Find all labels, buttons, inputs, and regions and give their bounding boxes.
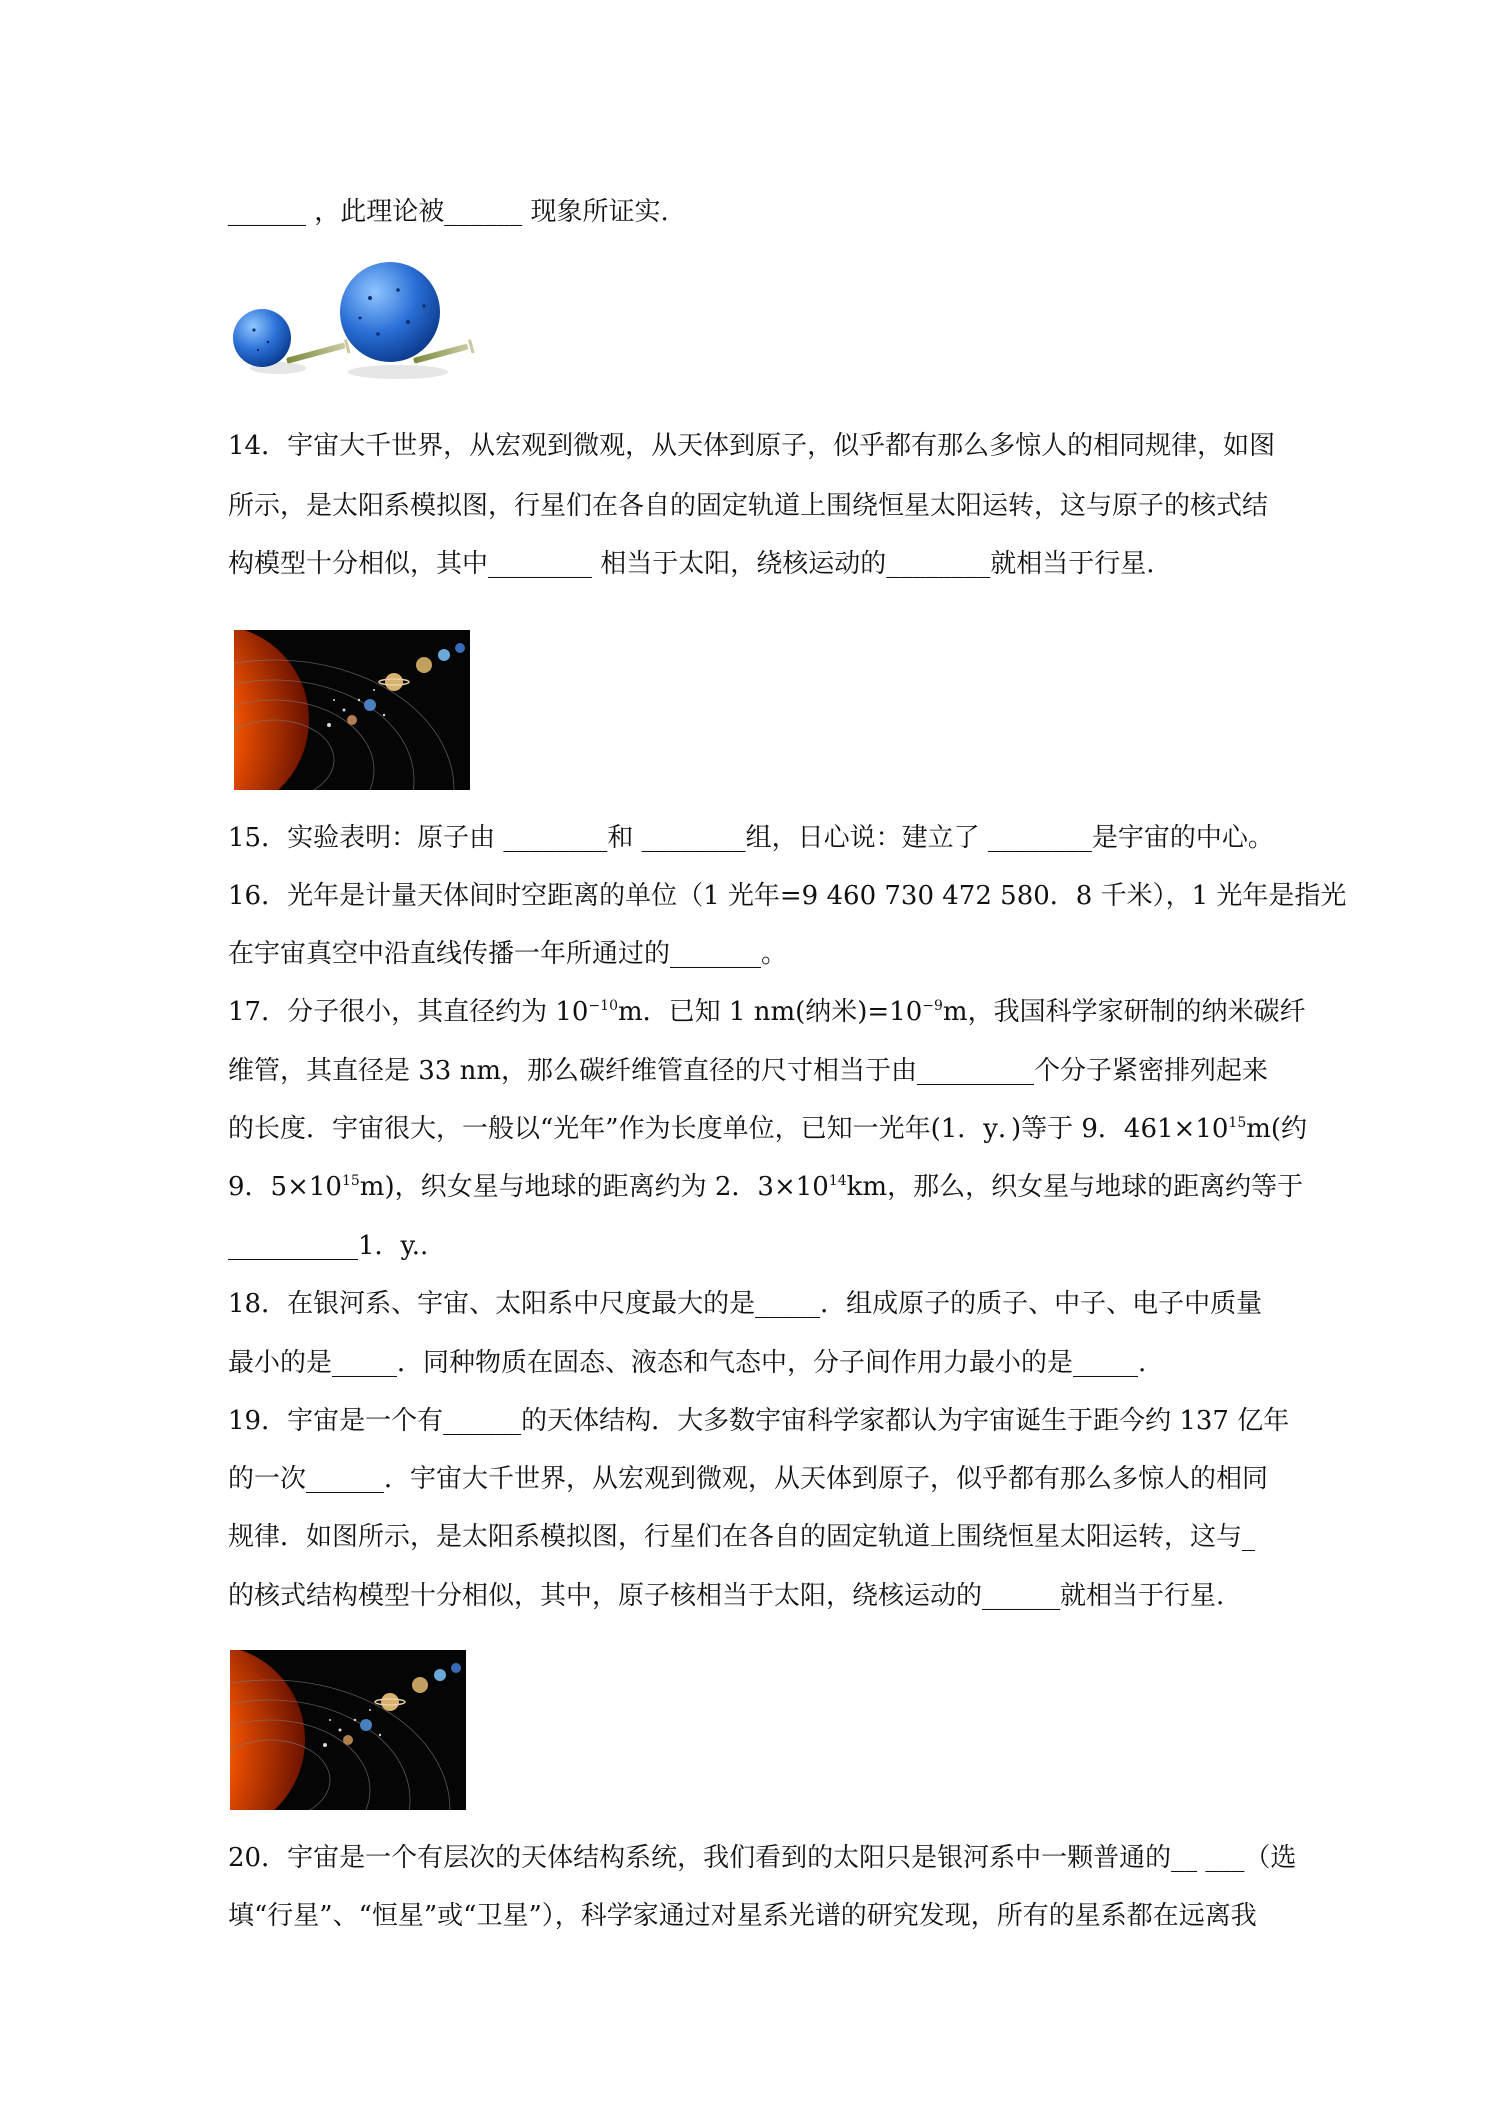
q14-line-3: 构模型十分相似，其中________ 相当于太阳，绕核运动的________就相当于行星. [228, 549, 1155, 579]
q19-line-1: 19．宇宙是一个有______的天体结构．大多数宇宙科学家都认为宇宙诞生于距今约 137 亿年 [228, 1406, 1290, 1436]
q17-line-5: __________1．y.. [228, 1231, 429, 1261]
q20-line-1: 20．宇宙是一个有层次的天体结构系统，我们看到的太阳只是银河系中一颗普通的__ ___（选 [228, 1843, 1297, 1873]
q16-line-1: 16．光年是计量天体间时空距离的单位（1 光年=9 460 730 472 580．8 千米），1 光年是指光 [228, 881, 1347, 911]
q20-line-2: 填“行星”、“恒星”或“卫星”），科学家通过对星系光谱的研究发现，所有的星系都在远离我 [228, 1901, 1257, 1931]
q19-line-3: 规律．如图所示，是太阳系模拟图，行星们在各自的固定轨道上围绕恒星太阳运转，这与_ [228, 1522, 1256, 1552]
q17-line-2: 维管，其直径是 33 nm，那么碳纤维管直径的尺寸相当于由_________个分子紧密排列起来 [228, 1056, 1269, 1086]
solar-system-image [230, 1650, 466, 1810]
q17-line-1: 17．分子很小，其直径约为 $10^{-10}m$．已知 1 nm(纳米)$=10^{-9}m$，我国科学家研制的纳米碳纤 [228, 997, 1306, 1027]
q18-line-2: 最小的是_____．同种物质在固态、液态和气态中，分子间作用力最小的是_____. [228, 1348, 1147, 1378]
q16-line-2: 在宇宙真空中沿直线传播一年所通过的_______。 [228, 939, 788, 969]
q19-line-4: 的核式结构模型十分相似，其中，原子核相当于太阳，绕核运动的______就相当于行星. [228, 1581, 1225, 1611]
q18-line-1: 18．在银河系、宇宙、太阳系中尺度最大的是_____．组成原子的质子、中子、电子中质量 [228, 1289, 1263, 1319]
q14-line-1: 14．宇宙大千世界，从宏观到微观，从天体到原子，似乎都有那么多惊人的相同规律，如图 [228, 431, 1276, 461]
q17-line-4: 9．$5\times 10^{15}m$)，织女星与地球的距离约为 2．$3\times 10^{14}km$，那么，织女星与地球的距离约等于 [228, 1172, 1304, 1202]
q13-line: ______ ，此理论被______ 现象所证实. [228, 197, 669, 227]
q15-line-1: 15．实验表明：原子由 ________和 ________组，日心说：建立了 ________是宇宙的中心。 [228, 823, 1274, 853]
q19-line-2: 的一次______．宇宙大千世界，从宏观到微观，从天体到原子，似乎都有那么多惊人的相同 [228, 1464, 1269, 1494]
q17-line-3: 的长度．宇宙很大，一般以“光年”作为长度单位，已知一光年(1．y．)等于 9．$461\times 10^{15}m$(约 [228, 1114, 1308, 1144]
q14-line-2: 所示，是太阳系模拟图，行星们在各自的固定轨道上围绕恒星太阳运转，这与原子的核式结 [228, 491, 1269, 521]
balloon-expansion-image [228, 250, 478, 380]
solar-system-image [234, 630, 470, 790]
